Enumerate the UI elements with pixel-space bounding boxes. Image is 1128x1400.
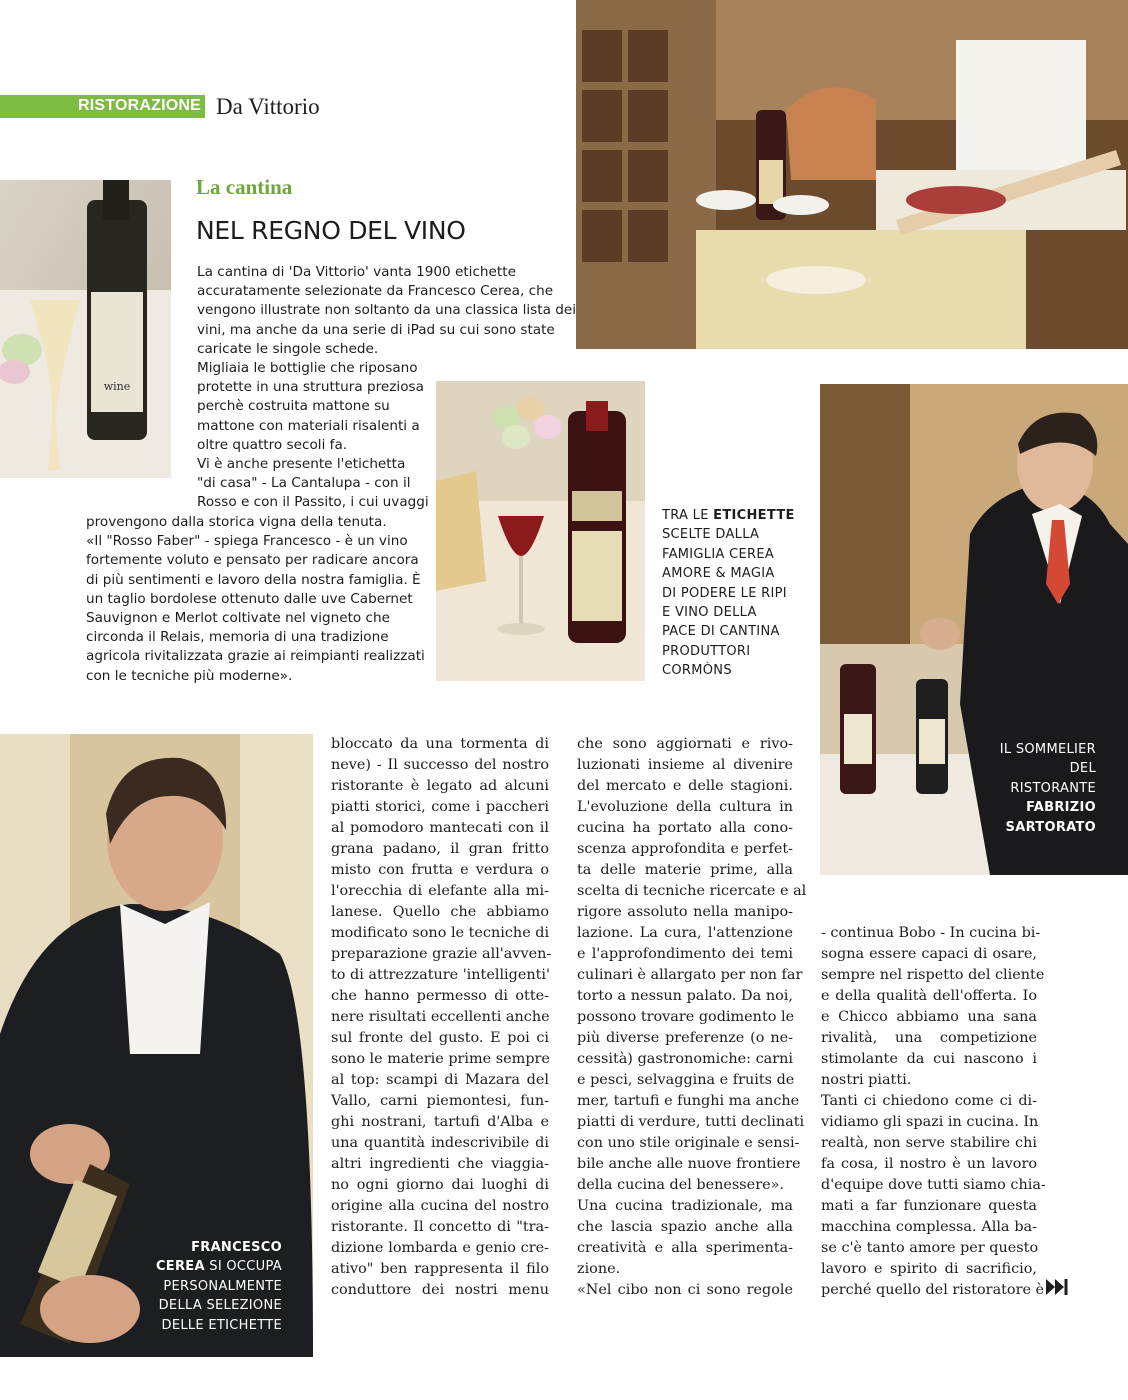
intro-line: un taglio bordolese ottenuto dalle uve Cabernet [86,590,413,607]
intro-line: Sauvignon e Merlot coltivate nel vigneto che [86,610,390,627]
article-line: Una cucina tradizionale, ma [577,1198,793,1214]
caption-name-line: FRANCESCO [191,1240,282,1255]
intro-line: di più sentimenti e lavoro della nostra famiglia. È [86,571,421,588]
article-line: sogna essere capaci di osare, [821,946,1037,962]
caption-line: RISTORANTE [1010,780,1096,796]
article-line: misto con frutta e verdura o [331,862,549,878]
article-line: no ogni giorno dai luoghi di [331,1177,549,1193]
article-line: realtà, non serve stabilire chi [821,1135,1037,1151]
article-line: bile anche alle nuove frontiere [577,1156,801,1172]
article-line: ristorante. Il concetto di "tra- [331,1219,549,1235]
intro-line: Vi è anche presente l'etichetta [197,456,406,473]
article-line: e della qualità dell'offerta. Io [821,988,1037,1004]
intro-line: agricola rivitalizzata grazie ai reimpianti realizzati [86,648,425,665]
article-line: torto a nessun palato. Da noi, [577,988,793,1004]
article-kicker: La cantina [196,175,293,199]
intro-line: "di casa" - La Cantalupa - con il [197,475,411,492]
chef-caption [156,1238,282,1335]
article-line: una quantità indescrivibile di [331,1135,549,1151]
article-line: più diverse preferenze (o ne- [577,1030,793,1046]
article-column-2 [577,734,807,1301]
article-line: ristorante è legato ad alcuni [331,778,549,794]
intro-line: Rosso e con il Passito, i cui uvaggi [197,494,429,511]
intro-line: vini, ma anche da una serie di iPad su cui sono state [197,321,555,338]
article-column-3 [821,923,1046,1301]
svg-text:wine: wine [103,380,131,393]
caption-line: DI PODERE LE RIPI [662,585,787,601]
article-line: cucina ha portato alla cono- [577,820,793,836]
article-line: perché quello del ristoratore è [821,1282,1045,1298]
article-line: della cucina del benessere». [577,1177,784,1193]
article-line: fa cosa, il nostro è un lavoro [821,1156,1037,1172]
intro-line: Migliaia le bottiglie che riposano [197,360,418,376]
article-line: con uno stile originale e sensi- [577,1135,800,1151]
article-line: rivalità, una competizione [821,1030,1037,1046]
article-line: scelta di tecniche ricercate e al [577,883,807,899]
article-line: possono trovare godimento le [577,1009,795,1025]
article-line: macchina complessa. Alla ba- [821,1219,1037,1235]
intro-line: perchè costruita mattone su [197,398,390,415]
restaurant-name: Da Vittorio [216,94,320,119]
caption-line: CORMÒNS [662,663,732,679]
article-line: d'equipe dove tutti siamo chia- [821,1177,1046,1193]
caption-line: AMORE & MAGIA [662,566,775,582]
intro-line: mattone con materiali risalenti a [197,417,420,434]
caption-line: E VINO DELLA [662,605,757,621]
intro-line: «Il "Rosso Faber" - spiega Francesco - è un vino [86,533,408,550]
article-line: che lascia spazio anche alla [577,1219,793,1235]
caption-line: PACE DI CANTINA [662,624,780,640]
intro-block-middle [197,359,429,513]
article-line: l'orecchia di elefante alla mi- [331,883,549,899]
intro-block-bottom [86,513,425,686]
article-line: che hanno permesso di otte- [331,988,549,1004]
article-line: nere risultati eccellenti anche [331,1009,550,1025]
caption-line: PRODUTTORI [662,643,751,659]
article-line: creatività e alla sperimenta- [577,1240,793,1256]
sommelier-caption [1000,740,1096,837]
article-line: e pesci, selvaggina e fruits de [577,1072,795,1088]
intro-line: La cantina di 'Da Vittorio' vanta 1900 etichette [197,264,516,280]
article-line: zione. [577,1261,621,1277]
caption-name-line: SARTORATO [1005,819,1096,835]
caption-line: FAMIGLIA CEREA [662,546,775,562]
article-line: modificato sono le tecniche di [331,925,550,941]
article-line: dizione lombarda e genio cre- [331,1240,549,1256]
article-line: e l'approfondimento dei temi [577,946,793,962]
article-line: mer, tartufi e funghi ma anche [577,1093,800,1109]
intro-line: provengono dalla storica vigna della tenuta. [86,514,387,530]
article-line: piatti storici, come i paccheri [331,799,549,815]
intro-line: protette in una struttura preziosa [197,379,424,396]
caption-line: IL SOMMELIER [999,742,1096,757]
article-line: grana padano, il gran fritto [331,841,549,857]
article-line: luzionati insieme al divenire [577,757,793,773]
intro-line: caricate le singole schede. [197,340,379,357]
article-line: Tanti ci chiedono come ci di- [821,1093,1037,1109]
caption-line: PERSONALMENTE [163,1278,282,1294]
article-line: altri ingredienti che viaggia- [331,1156,549,1172]
article-headline: NEL REGNO DEL VINO [196,216,466,245]
article-line: ta delle materie prime, alla [577,862,793,878]
article-line: neve) - Il successo del nostro [331,757,549,773]
caption-name-line: FABRIZIO [1026,800,1096,816]
article-line: «Nel cibo non ci sono regole [577,1282,793,1298]
article-line: ghi nostrani, tartufi d'Alba e [331,1114,549,1130]
section-label: RISTORAZIONE [78,97,202,114]
article-line: lanese. Quello che abbiamo [331,904,549,920]
article-line: del mercato e delle stagioni. [577,778,793,794]
intro-line: circonda il Relais, memoria di una tradizione [86,629,389,646]
article-line: Vallo, carni piemontesi, fun- [331,1093,549,1109]
caption-line: DELLA SELEZIONE [158,1298,282,1314]
article-line: lavoro e spirito di sacrificio, [821,1261,1037,1277]
article-line: se c'è tanto amore per questo [821,1240,1039,1256]
intro-line: vengono illustrate non soltanto da una classica lista dei [197,302,576,319]
article-line: vidiamo gli spazi in cucina. In [821,1114,1039,1130]
article-line: mati a far funzionare questa [821,1198,1037,1214]
caption-line: TRA LE ETICHETTE [662,508,795,523]
article-line: preparazione grazie all'avven- [331,946,552,962]
wine-caption [662,506,795,681]
wine-shop-photo [576,0,1128,349]
caption-line: DEL [1069,761,1096,777]
caption-line: SCELTE DALLA [662,527,760,543]
article-column-1 [331,734,552,1301]
article-line: lazione. La cura, l'attenzione [577,925,793,941]
article-line: L'evoluzione della cultura in [577,799,793,815]
article-line: to di attrezzature 'intelligenti' [331,967,550,983]
article-line: che sono aggiornati e rivo- [577,736,793,752]
article-line: culinari è allargato per non far [577,967,803,983]
article-line: sono le materie prime sempre [331,1051,550,1067]
article-line: origine alla cucina del nostro [331,1198,549,1214]
wine-bottle-photo [436,381,645,681]
intro-line: accuratamente selezionate da Francesco Cerea, che [197,283,554,300]
caption-line: DELLE ETICHETTE [161,1317,282,1333]
intro-block-top [197,263,576,359]
article-line: nostri piatti. [821,1072,912,1088]
intro-line: con le tecniche più moderne». [86,667,293,684]
article-line: ativo" ben rappresenta il filo [331,1261,549,1277]
intro-line: fortemente voluto e pensato per radicare ancora [86,552,419,569]
article-line: scenza approfondita e perfet- [577,841,793,857]
article-line: al pomodoro mantecati con il [331,820,549,836]
article-line: cessità) gastronomiche: carni [577,1051,793,1067]
article-line: rigore assoluto nella manipo- [577,904,793,920]
article-line: sempre nel rispetto del cliente [821,967,1045,983]
article-line: stimolante da cui nascono i [821,1051,1037,1067]
fast-forward-icon [1046,1279,1068,1295]
article-line: - continua Bobo - In cucina bi- [821,925,1041,941]
intro-line: oltre quattro secoli fa. [197,436,348,453]
article-line: conduttore dei nostri menu [331,1282,549,1298]
wine-glass-photo [0,180,171,478]
article-line: al top: scampi di Mazara del [331,1072,549,1088]
article-line: piatti di verdure, tutti declinati [577,1114,805,1130]
caption-line: CEREA SI OCCUPA [155,1259,282,1275]
article-line: sul fronte del gusto. E poi ci [331,1030,549,1046]
article-line: e Chicco abbiamo una sana [821,1009,1037,1025]
article-line: bloccato da una tormenta di [331,736,549,752]
